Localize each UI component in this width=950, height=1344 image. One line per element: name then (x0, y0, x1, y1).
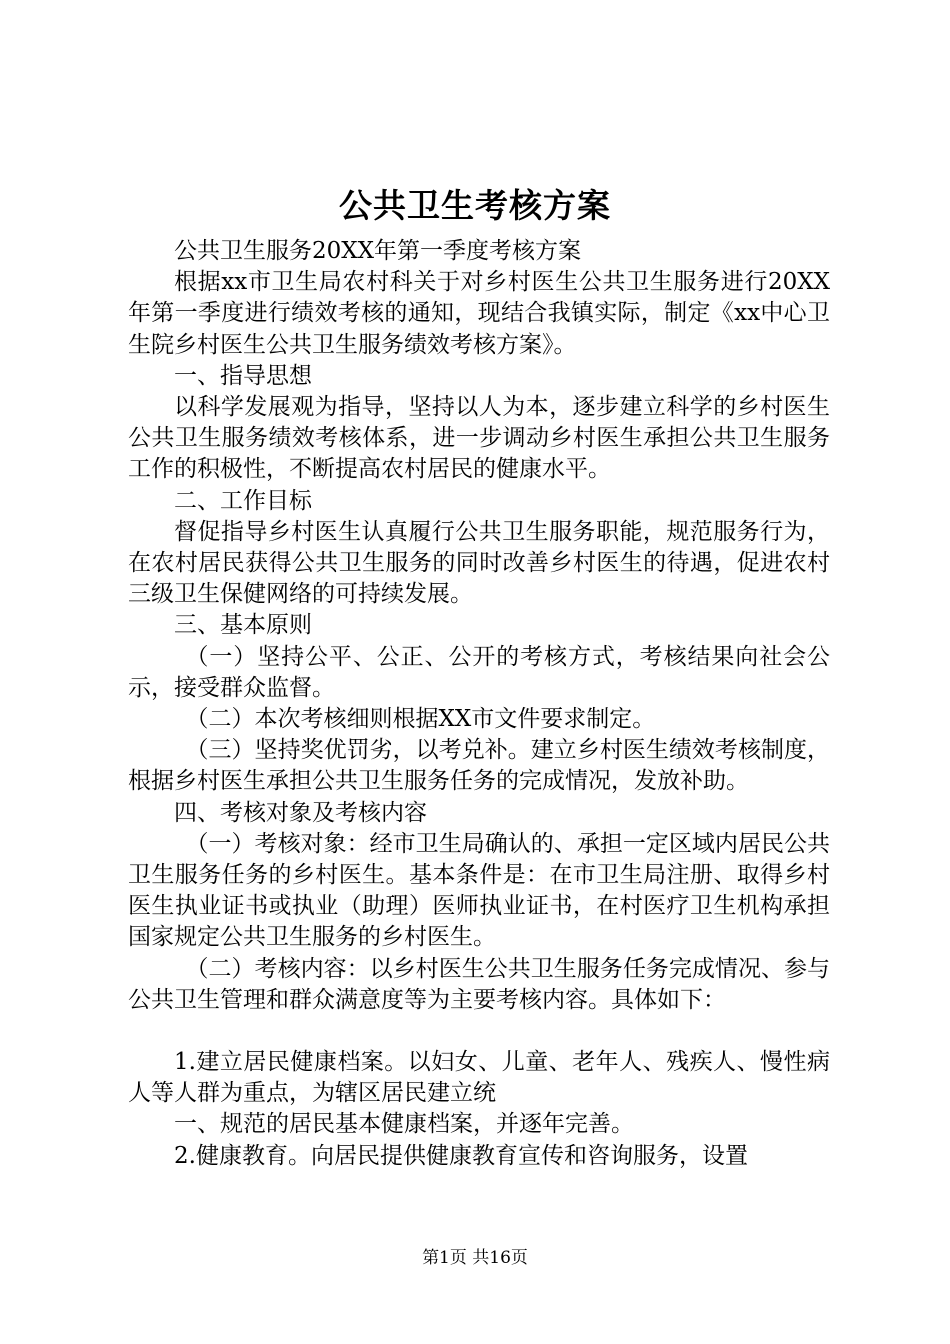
paragraph-assessment-content: （二）考核内容：以乡村医生公共卫生服务任务完成情况、参与公共卫生管理和群众满意度等为主要考核内容。具体如下： (128, 955, 830, 1013)
paragraph-item-1: 1.建立居民健康档案。以妇女、儿童、老年人、残疾人、慢性病人等人群为重点，为辖区居民建立统 (128, 1049, 830, 1107)
paragraph-item-2: 2.健康教育。向居民提供健康教育宣传和咨询服务，设置 (174, 1142, 748, 1169)
paragraph-item-1-continued: 一、规范的居民基本健康档案，并逐年完善。 (174, 1111, 634, 1138)
heading-work-goals: 二、工作目标 (174, 487, 312, 514)
page-number: 第1页 共16页 (422, 1248, 528, 1268)
paragraph-principle-3: （三）坚持奖优罚劣，以考兑补。建立乡村医生绩效考核制度，根据乡村医生承担公共卫生服务任务的完成情况，发放补助。 (128, 737, 830, 795)
paragraph-assessment-targets: （一）考核对象：经市卫生局确认的、承担一定区域内居民公共卫生服务任务的乡村医生。基本条件是：在市卫生局注册、取得乡村医生执业证书或执业（助理）医师执业证书，在村医疗卫生机构承担国家规定公共卫生服务的乡村医生。 (128, 830, 830, 951)
paragraph-principle-1: （一）坚持公平、公正、公开的考核方式，考核结果向社会公示，接受群众监督。 (128, 643, 830, 701)
heading-guiding-ideology: 一、指导思想 (174, 362, 312, 389)
document-body (128, 236, 830, 1172)
document-title: 公共卫生考核方案 (339, 186, 611, 225)
paragraph-subtitle: 公共卫生服务20XX年第一季度考核方案 (174, 238, 582, 264)
paragraph-guiding-ideology: 以科学发展观为指导，坚持以人为本，逐步建立科学的乡村医生公共卫生服务绩效考核体系，进一步调动乡村医生承担公共卫生服务工作的积极性，不断提高农村居民的健康水平。 (128, 394, 830, 483)
heading-assessment-scope: 四、考核对象及考核内容 (174, 799, 427, 826)
paragraph-principle-2: （二）本次考核细则根据XX市文件要求制定。 (185, 706, 656, 733)
heading-basic-principles: 三、基本原则 (174, 612, 312, 639)
paragraph-work-goals: 督促指导乡村医生认真履行公共卫生服务职能，规范服务行为，在农村居民获得公共卫生服务的同时改善乡村医生的待遇，促进农村三级卫生保健网络的可持续发展。 (128, 518, 830, 608)
paragraph-intro: 根据xx市卫生局农村科关于对乡村医生公共卫生服务进行20XX年第一季度进行绩效考核的通知，现结合我镇实际，制定《xx中心卫生院乡村医生公共卫生服务绩效考核方案》。 (128, 269, 830, 358)
